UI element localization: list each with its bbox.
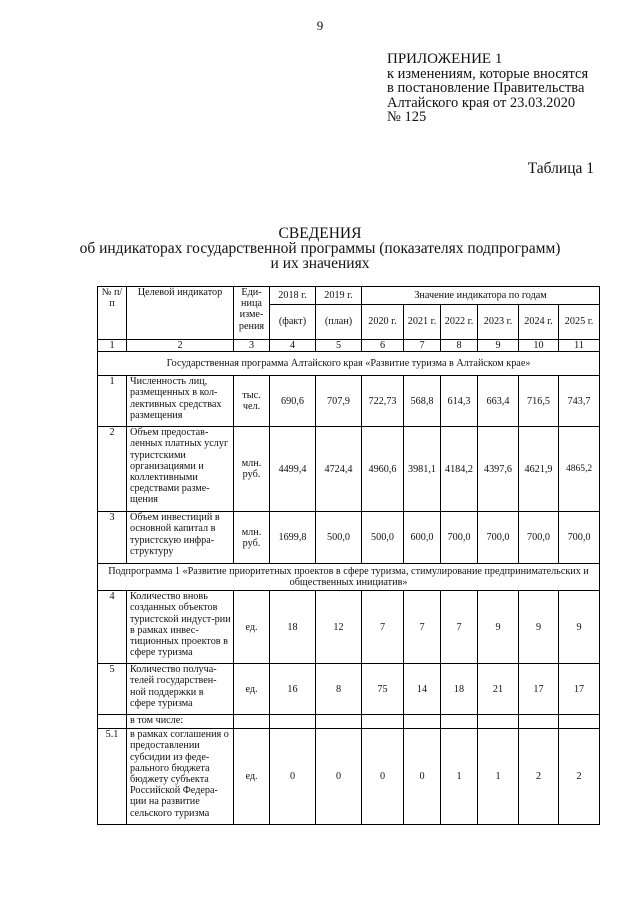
row-value: 700,0	[519, 512, 559, 564]
header-year-2025: 2025 г.	[559, 305, 600, 340]
header-plan: (план)	[316, 305, 362, 340]
row-value: 9	[519, 591, 559, 664]
appendix-line: к изменениям, которые вносятся	[387, 65, 589, 82]
row-num: 5	[98, 664, 127, 715]
including-label: в том числе:	[127, 715, 234, 729]
table-row	[98, 376, 600, 427]
row-value: 700,0	[559, 512, 600, 564]
row-value: 2	[559, 729, 600, 825]
header-year-2024: 2024 г.	[519, 305, 559, 340]
row-value: 4397,6	[478, 427, 519, 512]
appendix-line: в постановление Правительства	[387, 80, 585, 96]
header-year-2020: 2020 г.	[362, 305, 404, 340]
column-number: 5	[316, 340, 362, 352]
row-value: 7	[362, 591, 404, 664]
row-value: 4499,4	[270, 427, 316, 512]
row-value: 18	[270, 591, 316, 664]
row-value: 9	[478, 591, 519, 664]
column-number: 9	[478, 340, 519, 352]
row-value: 21	[478, 664, 519, 715]
row-value: 4960,6	[362, 427, 404, 512]
row-value: 1	[478, 729, 519, 825]
header-num: № п/п	[98, 287, 127, 340]
column-number: 7	[404, 340, 441, 352]
table-row	[98, 715, 600, 729]
table-row	[98, 427, 600, 512]
row-value: 4865,2	[559, 427, 600, 512]
appendix-title: ПРИЛОЖЕНИЕ 1	[387, 51, 503, 67]
section-subprogram-1: Подпрограмма 1 «Развитие приоритетных проектов в сфере туризма, стимулирование предпринимательских и общественных инициатив»	[98, 564, 600, 591]
header-year-2021: 2021 г.	[404, 305, 441, 340]
row-value: 716,5	[519, 376, 559, 427]
column-number: 2	[127, 340, 234, 352]
column-number: 1	[98, 340, 127, 352]
appendix-line: Алтайского края от 23.03.2020	[387, 94, 576, 111]
row-value: 0	[316, 729, 362, 825]
row-value: 700,0	[441, 512, 478, 564]
header-unit: Еди-ница изме-рения	[234, 287, 270, 340]
row-indicator: Численность лиц, размещенных в кол-лективных средствах размещения	[127, 376, 234, 427]
row-value: 7	[404, 591, 441, 664]
row-value: 7	[441, 591, 478, 664]
row-value: 500,0	[362, 512, 404, 564]
table-row	[98, 664, 600, 715]
row-num: 3	[98, 512, 127, 564]
heading-subtitle: и их значениях	[270, 255, 370, 272]
section-program: Государственная программа Алтайского края «Развитие туризма в Алтайском крае»	[98, 352, 600, 376]
header-year-2019: 2019 г.	[316, 287, 362, 305]
column-number: 6	[362, 340, 404, 352]
row-unit: ед.	[234, 664, 270, 715]
row-num	[98, 715, 127, 729]
row-value: 3981,1	[404, 427, 441, 512]
column-number: 3	[234, 340, 270, 352]
row-value: 707,9	[316, 376, 362, 427]
document-heading	[0, 226, 640, 271]
row-num: 1	[98, 376, 127, 427]
row-value: 4724,4	[316, 427, 362, 512]
column-number: 4	[270, 340, 316, 352]
row-value: 743,7	[559, 376, 600, 427]
row-value: 500,0	[316, 512, 362, 564]
row-value: 4184,2	[441, 427, 478, 512]
row-value: 690,6	[270, 376, 316, 427]
row-value: 16	[270, 664, 316, 715]
row-indicator: Объем инвестиций в основной капитал в туристскую инфра-структуру	[127, 512, 234, 564]
row-value: 8	[316, 664, 362, 715]
row-unit: тыс. чел.	[234, 376, 270, 427]
column-number: 8	[441, 340, 478, 352]
row-value: 0	[404, 729, 441, 825]
table-row	[98, 591, 600, 664]
row-value: 722,73	[362, 376, 404, 427]
row-value: 14	[404, 664, 441, 715]
row-unit: млн. руб.	[234, 427, 270, 512]
row-indicator: Количество вновь созданных объектов туристской индуст-рии в рамках инвес-тиционных проектов в сфере туризма	[127, 591, 234, 664]
row-unit: ед.	[234, 729, 270, 825]
row-value: 17	[559, 664, 600, 715]
header-fact: (факт)	[270, 305, 316, 340]
table-row	[98, 512, 600, 564]
column-number: 11	[559, 340, 600, 352]
row-indicator: в рамках соглашения о предоставлении субсидии из феде-рального бюджета бюджету субъекта Российской Федера-ции на развитие сельского туризма	[127, 729, 234, 825]
header-year-2023: 2023 г.	[478, 305, 519, 340]
header-values-group: Значение индикатора по годам	[362, 287, 600, 305]
row-value: 700,0	[478, 512, 519, 564]
row-value: 568,8	[404, 376, 441, 427]
heading-subtitle: об индикаторах государственной программы (показателях подпрограмм)	[79, 240, 561, 257]
row-value: 9	[559, 591, 600, 664]
header-indicator: Целевой индикатор	[127, 287, 234, 340]
row-value: 18	[441, 664, 478, 715]
row-value: 0	[270, 729, 316, 825]
row-value: 1699,8	[270, 512, 316, 564]
header-year-2022: 2022 г.	[441, 305, 478, 340]
header-year-2018: 2018 г.	[270, 287, 316, 305]
row-value: 1	[441, 729, 478, 825]
heading-title: СВЕДЕНИЯ	[278, 225, 362, 242]
row-value: 600,0	[404, 512, 441, 564]
page-number: 9	[316, 18, 324, 33]
row-num: 5.1	[98, 729, 127, 825]
indicators-table	[97, 286, 600, 825]
row-value: 0	[362, 729, 404, 825]
row-value: 2	[519, 729, 559, 825]
row-value: 12	[316, 591, 362, 664]
row-indicator: Количество получа-телей государствен-ной поддержки в сфере туризма	[127, 664, 234, 715]
row-num: 4	[98, 591, 127, 664]
appendix-line: № 125	[387, 109, 427, 125]
row-unit: млн. руб.	[234, 512, 270, 564]
row-value: 4621,9	[519, 427, 559, 512]
row-value: 614,3	[441, 376, 478, 427]
table-label: Таблица 1	[527, 160, 594, 177]
row-num: 2	[98, 427, 127, 512]
row-value: 663,4	[478, 376, 519, 427]
table-row	[98, 729, 600, 825]
row-value: 75	[362, 664, 404, 715]
appendix-block	[387, 52, 588, 125]
column-number: 10	[519, 340, 559, 352]
row-indicator: Объем предостав-ленных платных услуг туристскими организациями и коллективными средствами разме-щения	[127, 427, 234, 512]
row-value: 17	[519, 664, 559, 715]
row-unit: ед.	[234, 591, 270, 664]
